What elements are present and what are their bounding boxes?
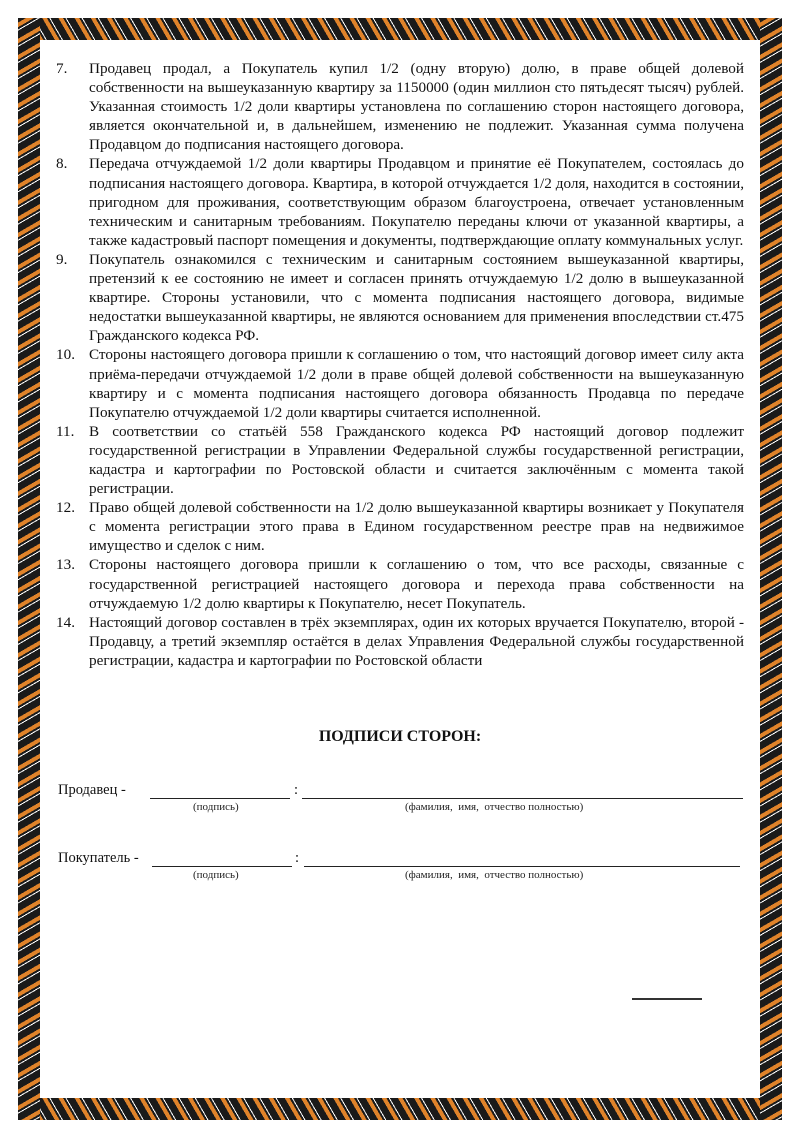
- clause-text: Передача отчуждаемой 1/2 доли квартиры Продавцом и принятие её Покупателем, состоялась до подписания настоящего договора. Квартира, в которой отчуждается 1/2 доля, находится в состоянии, пригодном для проживания, соответствующим образом благоустроена, отвечает установленным техническим и санитарным требованиям. Покупателю переданы ключи от указанной квартиры, а также кадастровый паспорт помещения и документы, подтверждающие оплату коммунальных услуг.: [89, 155, 744, 249]
- ornamental-border-top: [18, 18, 782, 40]
- buyer-colon: :: [295, 850, 300, 866]
- buyer-name-line[interactable]: [304, 852, 740, 867]
- clause-item: [52, 345, 744, 421]
- clause-text: В соответствии со статьёй 558 Гражданского кодекса РФ настоящий договор подлежит государственной регистрации в Управлении Федеральной службы государственной регистрации, кадастра и картографии по Ростовской области и считается заключённым с момента такой регистрации.: [89, 422, 744, 498]
- clause-text: Продавец продал, а Покупатель купил 1/2 (одну вторую) долю, в праве общей долевой собственности на вышеуказанную квартиру за 1150000 (один миллион сто пятьдесят тысяч) рублей. Указанная стоимость 1/2 доли квартиры установлена по соглашению сторон настоящего договора, является окончательной и, в дальнейшем, изменению не подлежит. Указанная сумма получена Продавцом до подписания настоящего договора.: [89, 60, 744, 154]
- clause-text: Настоящий договор составлен в трёх экземплярах, один их которых вручается Покупателю, второй - Продавцу, а третий экземпляр остаётся в делах Управления Федеральной службы государственной регистрации, кадастра и картографии по Ростовской области: [89, 613, 744, 669]
- ornamental-border-bottom: [18, 1098, 782, 1120]
- seller-colon: :: [294, 782, 299, 798]
- buyer-signature-line[interactable]: [152, 852, 292, 867]
- seller-name-caption: (фамилия, имя, отчество полностью): [405, 801, 584, 813]
- contract-body: [52, 59, 744, 670]
- buyer-name-caption: (фамилия, имя, отчество полностью): [405, 869, 584, 881]
- clause-item: [52, 555, 744, 612]
- seller-label: Продавец -: [58, 782, 126, 798]
- clause-number: 10.: [56, 346, 75, 364]
- seller-sign-caption: (подпись): [193, 801, 239, 813]
- clause-item: [52, 59, 744, 154]
- clause-text: Право общей долевой собственности на 1/2 долю вышеуказанной квартиры возникает у Покупателя с момента регистрации этого права в Едином государственном реестре прав на недвижимое имущество и сделок с ним.: [89, 499, 744, 555]
- clause-item: [52, 498, 744, 555]
- clause-number: 8.: [56, 155, 68, 173]
- clause-text: Покупатель ознакомился с техническим и санитарным состоянием вышеуказанной квартиры, претензий к ее состоянию не имеет и согласен принять отчуждаемую 1/2 долю в вышеуказанной квартире. Стороны установили, что с момента подписания настоящего договора, видимые недостатки вышеуказанной квартиры, не являются основанием для применения впоследствии ст.475 Гражданского кодекса РФ.: [89, 250, 744, 345]
- clause-text: Стороны настоящего договора пришли к соглашению о том, что все расходы, связанные с государственной регистрацией настоящего договора и перехода права собственности на отчуждаемую 1/2 долю квартиры к Покупателю, несет Покупатель.: [89, 556, 744, 612]
- clause-item: [52, 613, 744, 670]
- clause-number: 14.: [56, 613, 75, 631]
- clause-number: 13.: [56, 556, 75, 574]
- ornamental-border-right: [760, 18, 782, 1120]
- clause-item: [52, 422, 744, 498]
- buyer-label: Покупатель -: [58, 850, 139, 866]
- clause-number: 9.: [56, 250, 68, 268]
- clause-item: [52, 250, 744, 345]
- buyer-sign-caption: (подпись): [193, 869, 239, 881]
- seller-signature-line[interactable]: [150, 784, 290, 799]
- seller-name-line[interactable]: [302, 784, 743, 799]
- initials-line: [632, 998, 702, 1000]
- signatures-title: ПОДПИСИ СТОРОН:: [318, 728, 482, 745]
- clause-text: Стороны настоящего договора пришли к соглашению о том, что настоящий договор имеет силу акта приёма-передачи отчуждаемой 1/2 доли в праве общей долевой собственности на вышеуказанную квартиру и с момента подписания настоящего договора обязанность Продавца по передаче Покупателю отчуждаемой 1/2 доли квартиры считается исполненной.: [89, 346, 744, 421]
- clause-number: 12.: [56, 499, 75, 517]
- clause-number: 11.: [56, 422, 75, 440]
- clause-number: 7.: [56, 60, 68, 77]
- clause-list: [52, 59, 744, 670]
- clause-item: [52, 154, 744, 249]
- ornamental-border-left: [18, 18, 40, 1120]
